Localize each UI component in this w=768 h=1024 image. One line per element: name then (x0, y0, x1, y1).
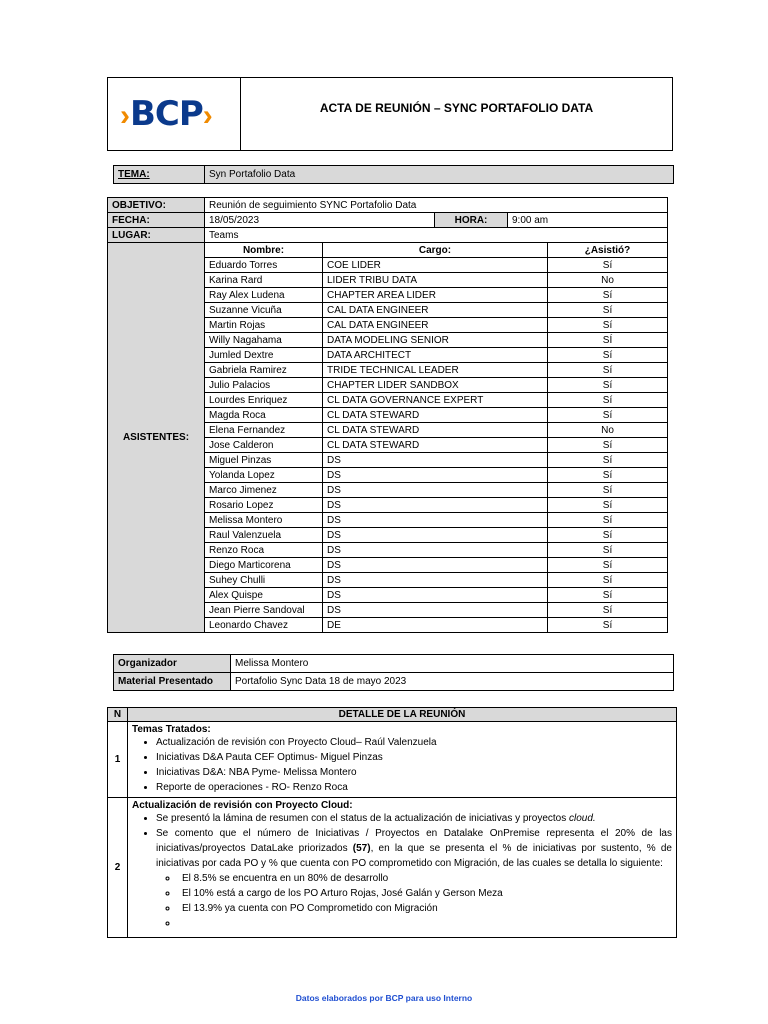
detail-row-2-number: 2 (108, 798, 128, 938)
attendee-cargo: CHAPTER LIDER SANDBOX (323, 378, 548, 393)
cloud-list (132, 811, 672, 871)
attendee-name: Raul Valenzuela (205, 528, 323, 543)
attendee-asistio: Sí (548, 303, 668, 318)
attendee-name: Magda Roca (205, 408, 323, 423)
document-title: ACTA DE REUNIÓN – SYNC PORTAFOLIO DATA (319, 101, 594, 115)
attendee-cargo: CL DATA GOVERNANCE EXPERT (323, 393, 548, 408)
attendee-name: Rosario Lopez (205, 498, 323, 513)
logo-chevron-right-icon: › (202, 99, 213, 132)
attendee-asistio: Sí (548, 588, 668, 603)
hora-label: HORA: (435, 213, 508, 228)
attendee-name: Julio Palacios (205, 378, 323, 393)
material-label: Material Presentado (114, 673, 231, 691)
attendee-name: Martin Rojas (205, 318, 323, 333)
attendee-asistio: Sí (548, 528, 668, 543)
list-item: ◦ El 8.5% se encuentra en un 80% de desarrollo (178, 871, 672, 886)
col-asistio-header: ¿Asistió? (548, 243, 668, 258)
attendee-asistio: Sí (548, 393, 668, 408)
attendee-asistio: SÍ (548, 333, 668, 348)
list-item: • Se presentó la lámina de resumen con el status de la actualización de iniciativas y proyectos cloud. (156, 811, 672, 826)
attendee-asistio: Sí (548, 618, 668, 633)
attendee-cargo: DE (323, 618, 548, 633)
list-item: ◦ El 13.9% ya cuenta con PO Comprometido con Migración (178, 901, 672, 916)
detail-row-1 (128, 722, 677, 798)
fecha-value: 18/05/2023 (205, 213, 435, 228)
cloud-sub-list (132, 871, 672, 931)
attendee-name: Lourdes Enriquez (205, 393, 323, 408)
attendee-cargo: DS (323, 513, 548, 528)
objetivo-label: OBJETIVO: (108, 198, 205, 213)
attendee-cargo: DATA MODELING SENIOR (323, 333, 548, 348)
attendee-cargo: COE LIDER (323, 258, 548, 273)
list-item: • Reporte de operaciones - RO- Renzo Roca (156, 780, 672, 795)
attendee-asistio: Sí (548, 318, 668, 333)
attendee-cargo: DS (323, 573, 548, 588)
temas-heading: Temas Tratados: (132, 724, 211, 735)
attendee-name: Willy Nagahama (205, 333, 323, 348)
attendee-name: Suzanne Vicuña (205, 303, 323, 318)
list-item: • Se comento que el número de Iniciativas / Proyectos en Datalake OnPremise representa el 20% de las iniciativas/proyectos DataLake priorizados (57), en la que se presenta el % de iniciativas por sustento, % de iniciativas por cada PO y % que cuenta con PO comprometido con Migración, de las cuales se detalla lo siguiente: (156, 826, 672, 871)
attendee-asistio: Sí (548, 408, 668, 423)
attendee-cargo: LIDER TRIBU DATA (323, 273, 548, 288)
organizer-table (113, 654, 674, 691)
attendee-cargo: CL DATA STEWARD (323, 423, 548, 438)
attendee-asistio: Sí (548, 513, 668, 528)
attendee-asistio: Sí (548, 483, 668, 498)
organizador-value: Melissa Montero (231, 655, 674, 673)
col-cargo-header: Cargo: (323, 243, 548, 258)
attendee-name: Yolanda Lopez (205, 468, 323, 483)
attendee-asistio: Sí (548, 363, 668, 378)
organizador-label: Organizador (114, 655, 231, 673)
attendee-name: Elena Fernandez (205, 423, 323, 438)
header-logo-cell (108, 78, 241, 150)
attendee-name: Jumled Dextre (205, 348, 323, 363)
attendee-cargo: DS (323, 528, 548, 543)
tema-label: TEMA: (114, 166, 205, 184)
attendee-cargo: DS (323, 603, 548, 618)
attendee-name: Leonardo Chavez (205, 618, 323, 633)
attendee-asistio: Sí (548, 468, 668, 483)
document-header (107, 77, 673, 151)
attendee-cargo: DS (323, 483, 548, 498)
attendee-cargo: DATA ARCHITECT (323, 348, 548, 363)
detail-row-1-number: 1 (108, 722, 128, 798)
attendee-cargo: DS (323, 453, 548, 468)
attendee-name: Gabriela Ramirez (205, 363, 323, 378)
objetivo-value: Reunión de seguimiento SYNC Portafolio Data (205, 198, 668, 213)
attendee-cargo: CAL DATA ENGINEER (323, 303, 548, 318)
col-nombre-header: Nombre: (205, 243, 323, 258)
attendee-name: Diego Marticorena (205, 558, 323, 573)
attendee-asistio: Sí (548, 453, 668, 468)
attendee-name: Jean Pierre Sandoval (205, 603, 323, 618)
attendee-cargo: DS (323, 468, 548, 483)
detail-table (107, 707, 677, 938)
material-value: Portafolio Sync Data 18 de mayo 2023 (231, 673, 674, 691)
lugar-value: Teams (205, 228, 668, 243)
tema-table (113, 165, 674, 184)
attendee-cargo: CAL DATA ENGINEER (323, 318, 548, 333)
attendee-name: Melissa Montero (205, 513, 323, 528)
list-item (178, 916, 672, 931)
attendee-cargo: DS (323, 588, 548, 603)
attendee-name: Karina Rard (205, 273, 323, 288)
attendee-cargo: CL DATA STEWARD (323, 408, 548, 423)
attendee-name: Renzo Roca (205, 543, 323, 558)
attendee-cargo: DS (323, 543, 548, 558)
attendee-name: Miguel Pinzas (205, 453, 323, 468)
attendee-asistio: No (548, 273, 668, 288)
list-item: • Iniciativas D&A Pauta CEF Optimus- Miguel Pinzas (156, 750, 672, 765)
footer-note: Datos elaborados por BCP para uso Interno (295, 993, 473, 1003)
bcp-logo (120, 94, 213, 134)
info-table (107, 197, 668, 633)
attendee-asistio: Sí (548, 348, 668, 363)
hora-value: 9:00 am (508, 213, 668, 228)
attendee-asistio: Sí (548, 558, 668, 573)
tema-value: Syn Portafolio Data (205, 166, 674, 184)
attendee-name: Marco Jimenez (205, 483, 323, 498)
attendee-asistio: Sí (548, 288, 668, 303)
attendee-name: Eduardo Torres (205, 258, 323, 273)
attendee-cargo: DS (323, 558, 548, 573)
attendee-asistio: Sí (548, 438, 668, 453)
attendee-cargo: DS (323, 498, 548, 513)
attendee-asistio: Sí (548, 378, 668, 393)
detail-row-2 (128, 798, 677, 938)
list-item: • Iniciativas D&A: NBA Pyme- Melissa Montero (156, 765, 672, 780)
logo-text: BCP (130, 94, 203, 134)
attendee-asistio: Sí (548, 258, 668, 273)
detail-col-n: N (108, 708, 128, 722)
logo-chevron-left-icon: › (120, 99, 130, 132)
temas-list (132, 735, 672, 795)
attendee-asistio: Sí (548, 543, 668, 558)
attendee-cargo: CHAPTER AREA LIDER (323, 288, 548, 303)
attendee-asistio: Sí (548, 498, 668, 513)
asistentes-label: ASISTENTES: (108, 243, 205, 633)
detail-col-header: DETALLE DE LA REUNIÓN (128, 708, 677, 722)
attendee-name: Ray Alex Ludena (205, 288, 323, 303)
attendee-cargo: CL DATA STEWARD (323, 438, 548, 453)
attendee-cargo: TRIDE TECHNICAL LEADER (323, 363, 548, 378)
attendee-name: Jose Calderon (205, 438, 323, 453)
cloud-heading: Actualización de revisión con Proyecto Cloud: (132, 800, 353, 811)
attendees-body (108, 243, 668, 633)
lugar-label: LUGAR: (108, 228, 205, 243)
attendee-asistio: Sí (548, 603, 668, 618)
attendee-asistio: No (548, 423, 668, 438)
list-item: ◦ El 10% está a cargo de los PO Arturo Rojas, José Galán y Gerson Meza (178, 886, 672, 901)
attendee-name: Suhey Chulli (205, 573, 323, 588)
fecha-label: FECHA: (108, 213, 205, 228)
list-item: • Actualización de revisión con Proyecto Cloud– Raúl Valenzuela (156, 735, 672, 750)
attendee-name: Alex Quispe (205, 588, 323, 603)
attendee-asistio: Sí (548, 573, 668, 588)
